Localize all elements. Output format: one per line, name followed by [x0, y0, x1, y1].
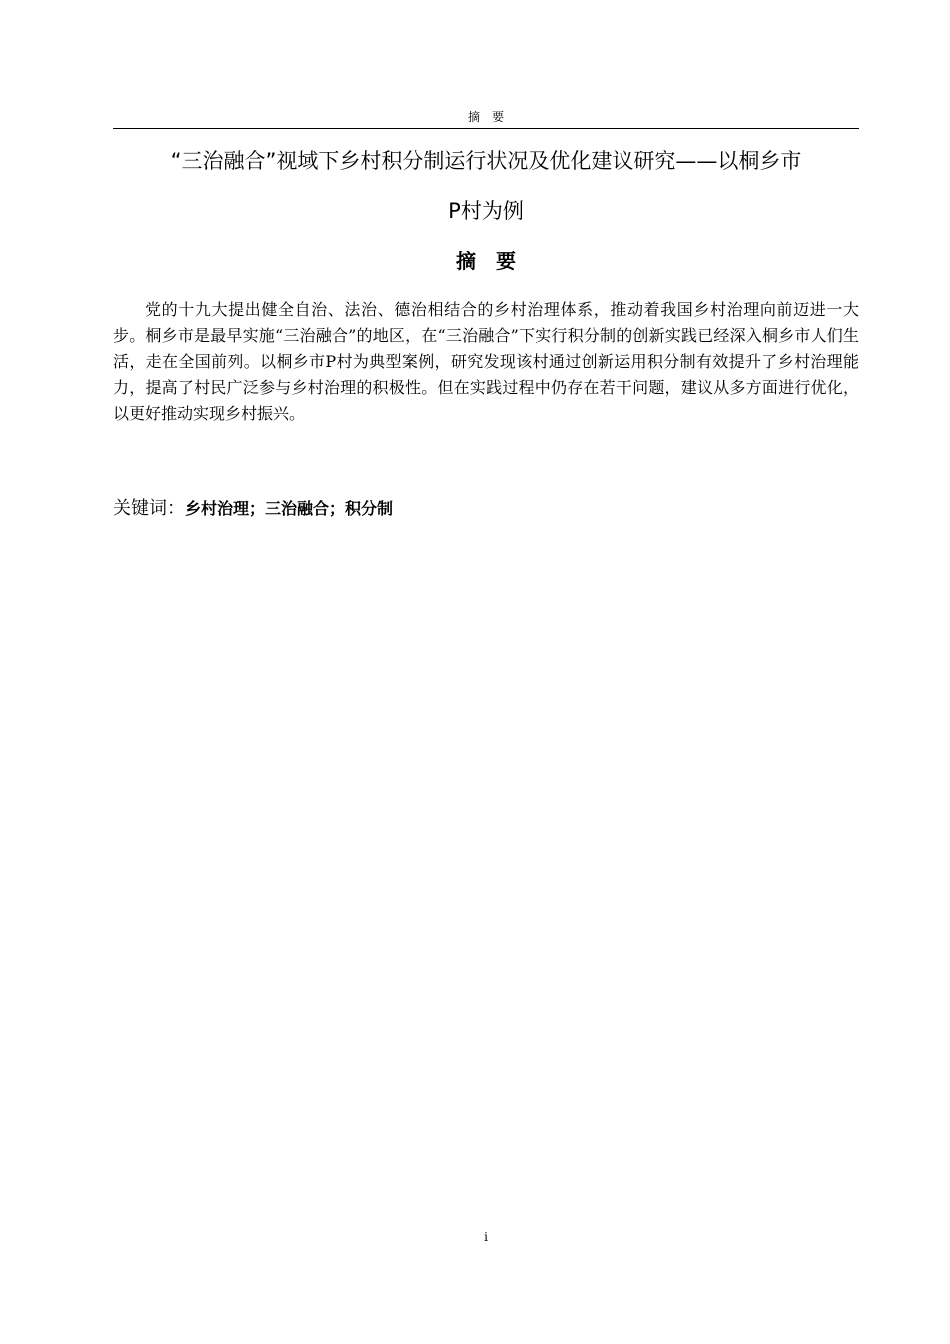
keywords-line [113, 496, 859, 522]
running-header: 摘要 [467, 110, 516, 124]
paper-title-line-2: P村为例 [448, 199, 524, 223]
abstract-body: 党的十九大提出健全自治、法治、德治相结合的乡村治理体系，推动着我国乡村治理向前迈进一大步。桐乡市是最早实施“三治融合”的地区，在“三治融合”下实行积分制的创新实践已经深入桐乡市人们生活，走在全国前列。以桐乡市P村为典型案例，研究发现该村通过创新运用积分制有效提升了乡村治理能力，提高了村民广泛参与乡村治理的积极性。但在实践过程中仍存在若干问题，建议从多方面进行优化，以更好推动实现乡村振兴。 [113, 300, 859, 423]
keywords-values: 乡村治理；三治融合；积分制 [185, 499, 394, 518]
header-divider [113, 128, 859, 129]
paper-title-line-1: “三治融合”视域下乡村积分制运行状况及优化建议研究——以桐乡市 [170, 149, 802, 173]
abstract-heading: 摘要 [456, 249, 536, 273]
keywords-label: 关键词： [113, 498, 185, 519]
page-number: i [484, 1230, 488, 1244]
